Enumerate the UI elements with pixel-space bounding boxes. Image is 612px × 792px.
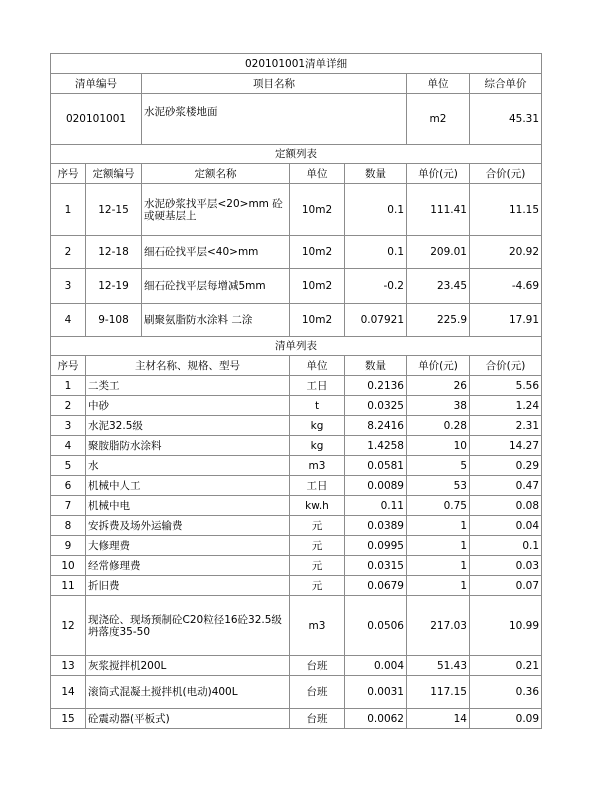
quota-header-name: 定额名称 bbox=[142, 164, 290, 184]
material-unit: kw.h bbox=[290, 496, 345, 516]
material-price: 1 bbox=[407, 516, 470, 536]
material-price: 1 bbox=[407, 536, 470, 556]
material-row bbox=[51, 436, 542, 456]
materials-header-total: 合价(元) bbox=[470, 356, 542, 376]
quota-total: 20.92 bbox=[470, 236, 542, 269]
quota-no: 4 bbox=[51, 304, 86, 337]
material-total: 14.27 bbox=[470, 436, 542, 456]
material-total: 0.04 bbox=[470, 516, 542, 536]
material-unit: kg bbox=[290, 416, 345, 436]
material-total: 0.08 bbox=[470, 496, 542, 516]
material-no: 1 bbox=[51, 376, 86, 396]
material-unit: 元 bbox=[290, 576, 345, 596]
material-name: 经常修理费 bbox=[86, 556, 290, 576]
quota-name: 细石砼找平层<40>mm bbox=[142, 236, 290, 269]
quota-no: 1 bbox=[51, 184, 86, 236]
material-no: 2 bbox=[51, 396, 86, 416]
materials-header-qty: 数量 bbox=[345, 356, 407, 376]
summary-header-price: 综合单价 bbox=[470, 74, 542, 94]
material-qty: 0.004 bbox=[345, 656, 407, 676]
materials-header-name: 主材名称、规格、型号 bbox=[86, 356, 290, 376]
material-total: 0.21 bbox=[470, 656, 542, 676]
quota-qty: -0.2 bbox=[345, 269, 407, 304]
summary-code: 020101001 bbox=[51, 94, 142, 145]
quota-row bbox=[51, 236, 542, 269]
material-row bbox=[51, 516, 542, 536]
material-total: 0.1 bbox=[470, 536, 542, 556]
material-price: 51.43 bbox=[407, 656, 470, 676]
material-price: 53 bbox=[407, 476, 470, 496]
material-qty: 1.4258 bbox=[345, 436, 407, 456]
materials-header-no: 序号 bbox=[51, 356, 86, 376]
material-name: 砼震动器(平板式) bbox=[86, 709, 290, 729]
material-unit: 工日 bbox=[290, 376, 345, 396]
quota-unit: 10m2 bbox=[290, 184, 345, 236]
quota-qty: 0.07921 bbox=[345, 304, 407, 337]
materials-rows bbox=[51, 376, 542, 729]
material-unit: m3 bbox=[290, 596, 345, 656]
material-price: 38 bbox=[407, 396, 470, 416]
material-qty: 0.0325 bbox=[345, 396, 407, 416]
quota-header-code: 定额编号 bbox=[86, 164, 142, 184]
quota-row bbox=[51, 184, 542, 236]
quota-price: 225.9 bbox=[407, 304, 470, 337]
material-name: 水泥32.5级 bbox=[86, 416, 290, 436]
quota-total: 11.15 bbox=[470, 184, 542, 236]
material-unit: 台班 bbox=[290, 676, 345, 709]
material-no: 5 bbox=[51, 456, 86, 476]
material-total: 5.56 bbox=[470, 376, 542, 396]
material-no: 4 bbox=[51, 436, 86, 456]
quota-unit: 10m2 bbox=[290, 304, 345, 337]
material-unit: 工日 bbox=[290, 476, 345, 496]
material-no: 6 bbox=[51, 476, 86, 496]
material-qty: 0.0389 bbox=[345, 516, 407, 536]
material-row bbox=[51, 456, 542, 476]
materials-header-unit: 单位 bbox=[290, 356, 345, 376]
material-name: 二类工 bbox=[86, 376, 290, 396]
material-name: 大修理费 bbox=[86, 536, 290, 556]
material-total: 0.07 bbox=[470, 576, 542, 596]
quota-unit: 10m2 bbox=[290, 269, 345, 304]
quota-section-title: 定额列表 bbox=[51, 145, 542, 164]
quota-code: 12-18 bbox=[86, 236, 142, 269]
material-name: 聚胺脂防水涂料 bbox=[86, 436, 290, 456]
quota-header-qty: 数量 bbox=[345, 164, 407, 184]
material-unit: 元 bbox=[290, 516, 345, 536]
material-qty: 0.0031 bbox=[345, 676, 407, 709]
quota-name: 水泥砂浆找平层<20>mm 砼或硬基层上 bbox=[142, 184, 290, 236]
materials-header-price: 单价(元) bbox=[407, 356, 470, 376]
quota-code: 9-108 bbox=[86, 304, 142, 337]
table-title: 020101001清单详细 bbox=[51, 54, 542, 74]
material-name: 折旧费 bbox=[86, 576, 290, 596]
quota-price: 23.45 bbox=[407, 269, 470, 304]
material-row bbox=[51, 396, 542, 416]
material-row bbox=[51, 709, 542, 729]
material-qty: 0.0581 bbox=[345, 456, 407, 476]
material-qty: 0.0089 bbox=[345, 476, 407, 496]
quota-row bbox=[51, 304, 542, 337]
material-total: 0.36 bbox=[470, 676, 542, 709]
material-qty: 0.2136 bbox=[345, 376, 407, 396]
quota-header-unit: 单位 bbox=[290, 164, 345, 184]
material-name: 滚筒式混凝土搅拌机(电动)400L bbox=[86, 676, 290, 709]
material-name: 机械中电 bbox=[86, 496, 290, 516]
material-no: 8 bbox=[51, 516, 86, 536]
material-price: 0.28 bbox=[407, 416, 470, 436]
quota-code: 12-15 bbox=[86, 184, 142, 236]
material-qty: 0.0679 bbox=[345, 576, 407, 596]
material-name: 机械中人工 bbox=[86, 476, 290, 496]
quota-header-price: 单价(元) bbox=[407, 164, 470, 184]
quota-total: 17.91 bbox=[470, 304, 542, 337]
material-total: 1.24 bbox=[470, 396, 542, 416]
material-no: 10 bbox=[51, 556, 86, 576]
material-row bbox=[51, 536, 542, 556]
material-price: 217.03 bbox=[407, 596, 470, 656]
material-price: 10 bbox=[407, 436, 470, 456]
material-row bbox=[51, 476, 542, 496]
material-price: 14 bbox=[407, 709, 470, 729]
material-row bbox=[51, 596, 542, 656]
material-name: 水 bbox=[86, 456, 290, 476]
material-price: 5 bbox=[407, 456, 470, 476]
material-no: 14 bbox=[51, 676, 86, 709]
material-total: 10.99 bbox=[470, 596, 542, 656]
quota-no: 2 bbox=[51, 236, 86, 269]
material-total: 0.47 bbox=[470, 476, 542, 496]
material-total: 0.03 bbox=[470, 556, 542, 576]
material-total: 0.09 bbox=[470, 709, 542, 729]
summary-unit: m2 bbox=[407, 94, 470, 145]
material-unit: 台班 bbox=[290, 709, 345, 729]
quota-name: 刷聚氨脂防水涂料 二涂 bbox=[142, 304, 290, 337]
material-row bbox=[51, 556, 542, 576]
material-price: 0.75 bbox=[407, 496, 470, 516]
material-qty: 0.0506 bbox=[345, 596, 407, 656]
material-qty: 0.0995 bbox=[345, 536, 407, 556]
material-no: 11 bbox=[51, 576, 86, 596]
summary-header-code: 清单编号 bbox=[51, 74, 142, 94]
quota-code: 12-19 bbox=[86, 269, 142, 304]
summary-name: 水泥砂浆楼地面 bbox=[142, 94, 407, 145]
material-qty: 0.0062 bbox=[345, 709, 407, 729]
material-name: 现浇砼、现场预制砼C20粒径16砼32.5级坍落度35-50 bbox=[86, 596, 290, 656]
material-row bbox=[51, 676, 542, 709]
material-no: 13 bbox=[51, 656, 86, 676]
materials-section-title: 清单列表 bbox=[51, 337, 542, 356]
material-name: 灰浆搅拌机200L bbox=[86, 656, 290, 676]
material-row bbox=[51, 656, 542, 676]
material-total: 2.31 bbox=[470, 416, 542, 436]
material-unit: 台班 bbox=[290, 656, 345, 676]
material-qty: 8.2416 bbox=[345, 416, 407, 436]
material-row bbox=[51, 416, 542, 436]
quota-row bbox=[51, 269, 542, 304]
material-unit: kg bbox=[290, 436, 345, 456]
material-price: 26 bbox=[407, 376, 470, 396]
material-row bbox=[51, 576, 542, 596]
material-unit: 元 bbox=[290, 556, 345, 576]
material-no: 3 bbox=[51, 416, 86, 436]
material-row bbox=[51, 376, 542, 396]
material-price: 1 bbox=[407, 576, 470, 596]
quota-header-total: 合价(元) bbox=[470, 164, 542, 184]
material-price: 117.15 bbox=[407, 676, 470, 709]
summary-header-name: 项目名称 bbox=[142, 74, 407, 94]
summary-price: 45.31 bbox=[470, 94, 542, 145]
material-total: 0.29 bbox=[470, 456, 542, 476]
material-no: 12 bbox=[51, 596, 86, 656]
material-name: 安拆费及场外运输费 bbox=[86, 516, 290, 536]
material-price: 1 bbox=[407, 556, 470, 576]
material-qty: 0.11 bbox=[345, 496, 407, 516]
material-no: 15 bbox=[51, 709, 86, 729]
material-no: 7 bbox=[51, 496, 86, 516]
material-unit: m3 bbox=[290, 456, 345, 476]
material-unit: 元 bbox=[290, 536, 345, 556]
quota-total: -4.69 bbox=[470, 269, 542, 304]
quota-header-no: 序号 bbox=[51, 164, 86, 184]
summary-header-unit: 单位 bbox=[407, 74, 470, 94]
material-no: 9 bbox=[51, 536, 86, 556]
bill-detail-table bbox=[50, 53, 542, 729]
material-row bbox=[51, 496, 542, 516]
quota-unit: 10m2 bbox=[290, 236, 345, 269]
material-qty: 0.0315 bbox=[345, 556, 407, 576]
quota-no: 3 bbox=[51, 269, 86, 304]
material-name: 中砂 bbox=[86, 396, 290, 416]
quota-qty: 0.1 bbox=[345, 236, 407, 269]
quota-price: 209.01 bbox=[407, 236, 470, 269]
quota-price: 111.41 bbox=[407, 184, 470, 236]
quota-qty: 0.1 bbox=[345, 184, 407, 236]
material-unit: t bbox=[290, 396, 345, 416]
quota-name: 细石砼找平层每增减5mm bbox=[142, 269, 290, 304]
